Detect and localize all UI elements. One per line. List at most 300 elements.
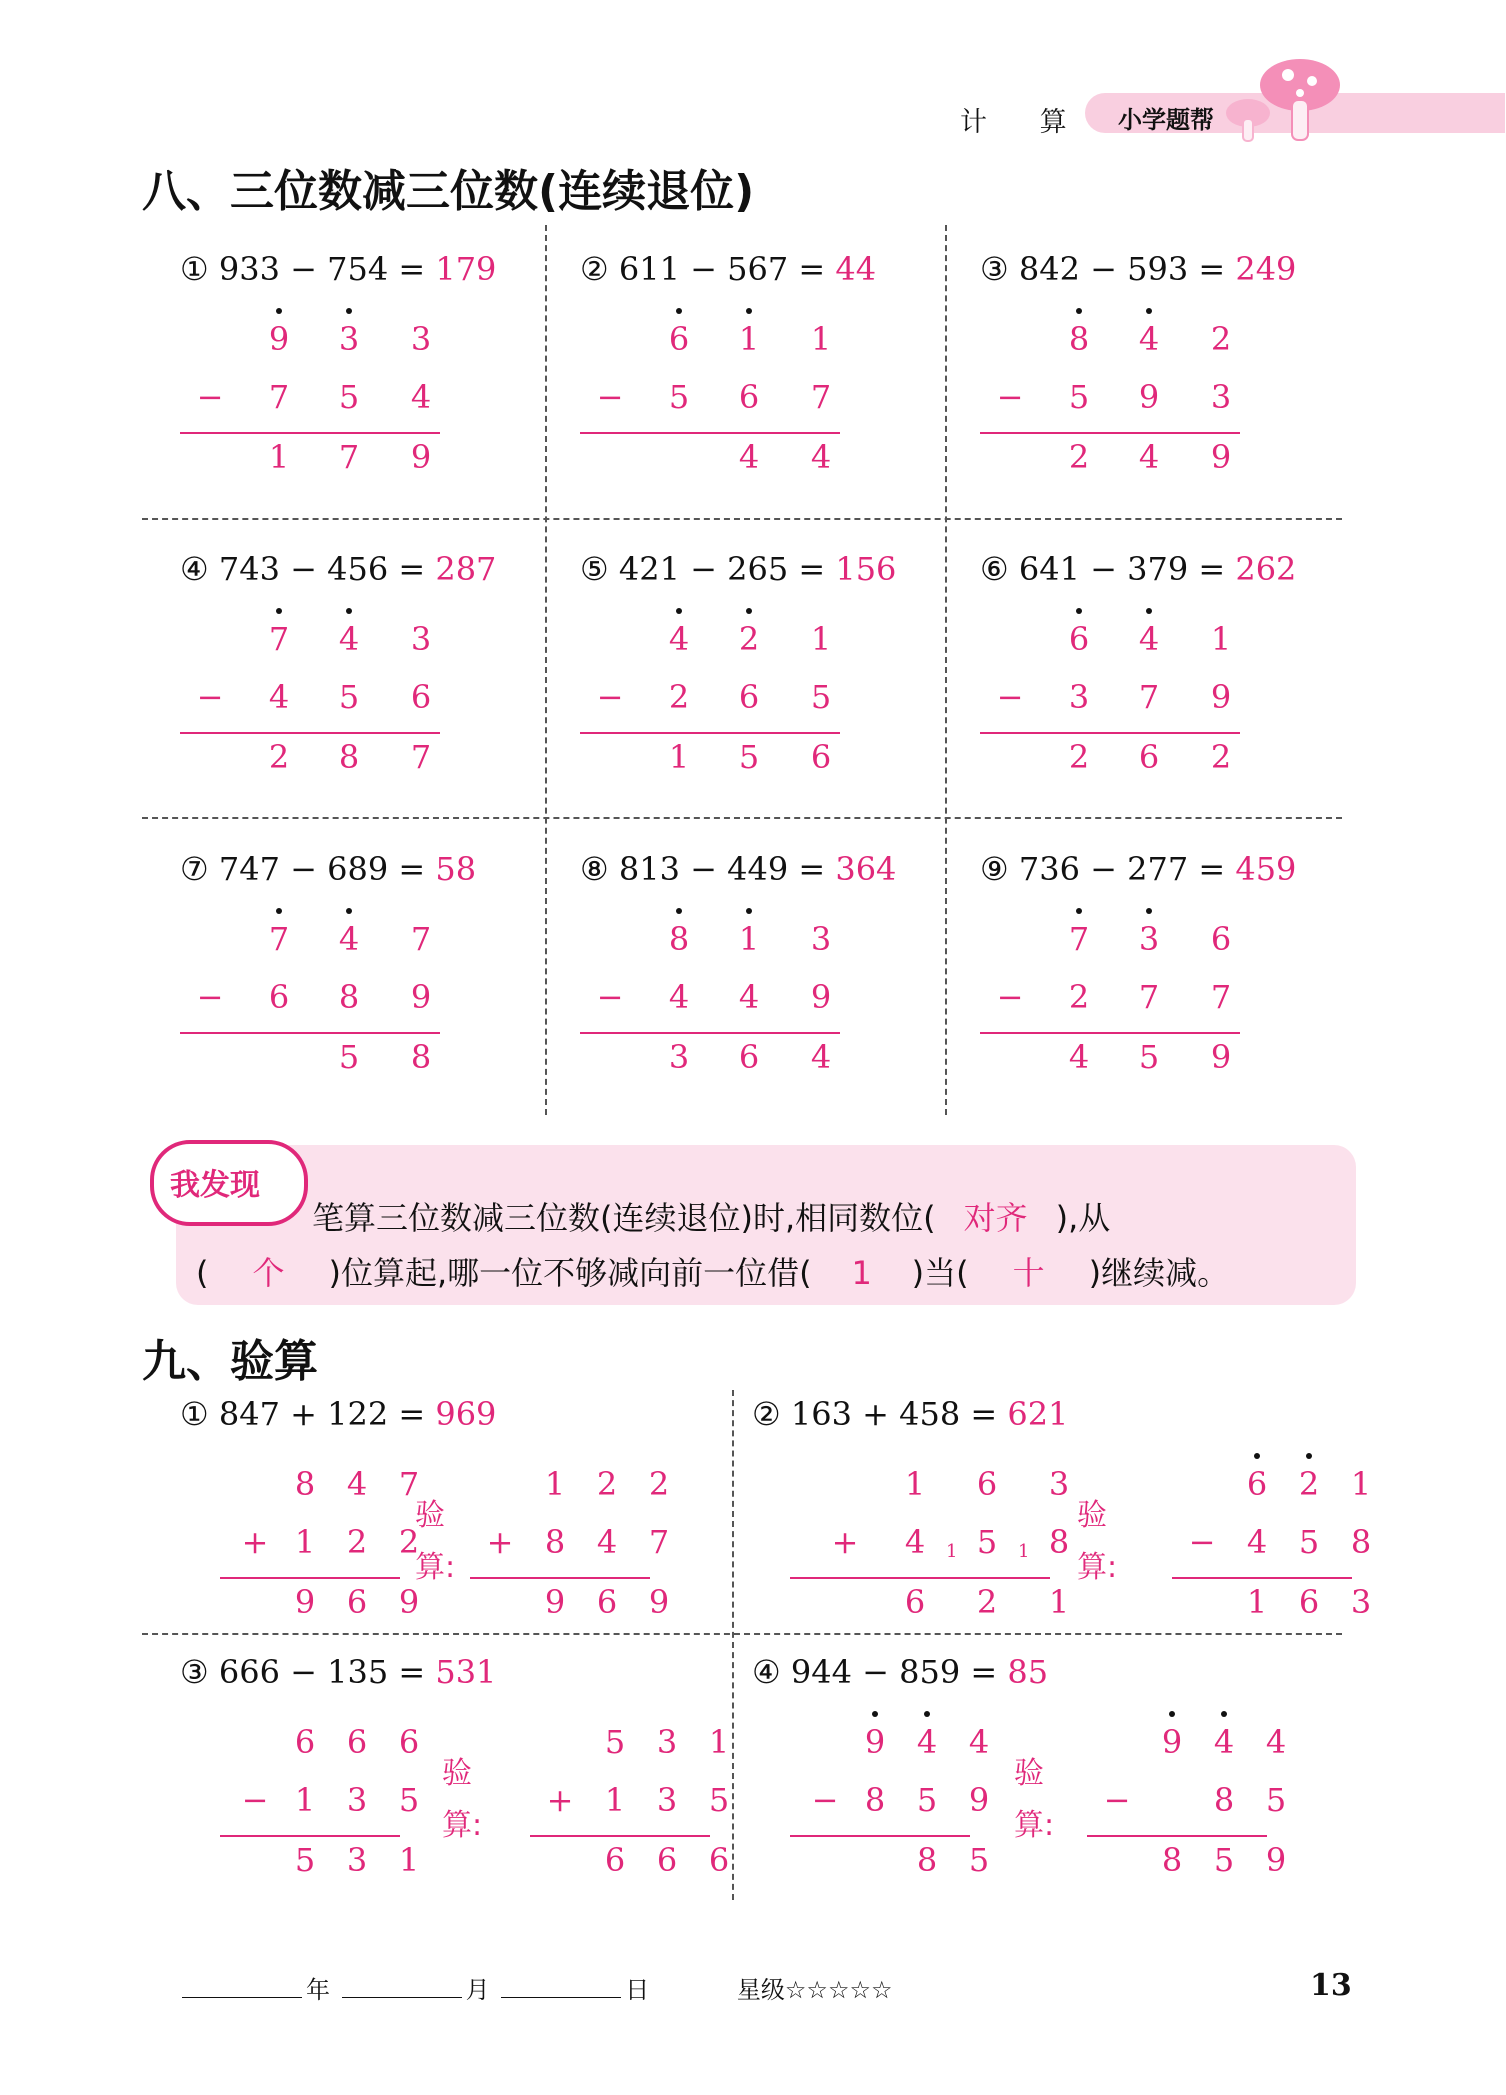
digit: 9: [968, 1781, 990, 1819]
year-blank[interactable]: [182, 1997, 302, 1998]
borrow-dot: [1146, 608, 1152, 614]
carry-mark: 1: [946, 1541, 958, 1562]
digit: 4: [810, 438, 832, 476]
digit: 6: [976, 1465, 998, 1503]
check-label-colon: :: [1044, 1808, 1055, 1843]
digit: 4: [1134, 620, 1164, 658]
minuend-row: [1087, 1723, 1347, 1765]
digit: 7: [810, 378, 832, 416]
equation-text: ③ 842 − 593 =: [980, 250, 1236, 288]
digit: 5: [1213, 1841, 1235, 1879]
check-label-char: 验: [442, 1756, 472, 1791]
digit: 5: [604, 1723, 626, 1761]
digit: 3: [656, 1723, 678, 1761]
month-label: 月: [465, 1976, 490, 2004]
section9-title: 九、验算: [142, 1336, 318, 1387]
vertical-calc: [180, 320, 460, 540]
discovery-badge-label: 我发现: [170, 1168, 260, 1203]
digit: 4: [738, 978, 760, 1016]
equation: [580, 250, 876, 288]
equation-answer: 969: [435, 1395, 497, 1433]
digit: 2: [734, 620, 764, 658]
digit: 5: [1138, 1038, 1160, 1076]
minuend-row: [180, 920, 440, 962]
digit: 2: [1068, 738, 1090, 776]
borrow-dot: [346, 608, 352, 614]
star-rating[interactable]: 星级☆☆☆☆☆: [736, 1976, 893, 2004]
operator: −: [196, 678, 224, 716]
digit: 3: [346, 1841, 368, 1879]
subtrahend-row: [580, 678, 840, 720]
digit: 9: [410, 438, 432, 476]
vertical-calc: [470, 1465, 750, 1685]
digit: 9: [1210, 1038, 1232, 1076]
minuend-row: [790, 1723, 1050, 1765]
borrow-dot: [924, 1711, 930, 1717]
digit: 9: [294, 1583, 316, 1621]
equation: [180, 1653, 496, 1691]
digit: 7: [410, 738, 432, 776]
result-row: [790, 1583, 1070, 1625]
day-blank[interactable]: [501, 1997, 621, 1998]
digit: 6: [810, 738, 832, 776]
digit: 2: [1210, 320, 1232, 358]
sum-line: [220, 1577, 400, 1579]
digit: 3: [1350, 1583, 1372, 1621]
digit: 1: [544, 1465, 566, 1503]
result-row: [980, 438, 1240, 480]
digit: 4: [1068, 1038, 1090, 1076]
result-row: [580, 1038, 840, 1080]
discovery-line-1: [312, 1193, 1110, 1239]
digit: 5: [338, 678, 360, 716]
digit: 4: [668, 978, 690, 1016]
operator: −: [596, 678, 624, 716]
equation: [180, 250, 496, 288]
borrow-dot: [1076, 308, 1082, 314]
subtrahend-row: [220, 1781, 480, 1823]
sum-line: [580, 1032, 840, 1034]
digit: 6: [664, 320, 694, 358]
equation-text: ② 611 − 567 =: [580, 250, 836, 288]
subtrahend-row: [580, 978, 840, 1020]
check-label-colon: :: [472, 1808, 483, 1843]
digit: 6: [346, 1583, 368, 1621]
digit: 9: [410, 978, 432, 1016]
digit: 4: [1265, 1723, 1287, 1761]
digit: 7: [268, 378, 290, 416]
equation: [580, 850, 896, 888]
digit: 4: [810, 1038, 832, 1076]
vertical-calc: [1087, 1723, 1367, 1943]
digit: 6: [1298, 1583, 1320, 1621]
digit: 8: [410, 1038, 432, 1076]
sum-line: [180, 732, 440, 734]
equation-text: ⑦ 747 − 689 =: [180, 850, 436, 888]
digit: 2: [1210, 738, 1232, 776]
grid-divider-vertical: [945, 225, 947, 1115]
digit: 4: [904, 1523, 926, 1561]
digit: 4: [1209, 1723, 1239, 1761]
vertical-calc: [530, 1723, 810, 1943]
equation: [580, 550, 896, 588]
sum-line: [1087, 1835, 1267, 1837]
borrow-dot: [1076, 908, 1082, 914]
check-label-char: 算: [442, 1808, 472, 1843]
digit: 5: [338, 378, 360, 416]
digit: 8: [916, 1841, 938, 1879]
digit: 1: [1350, 1465, 1372, 1503]
equation-text: ① 933 − 754 =: [180, 250, 436, 288]
digit: 3: [810, 920, 832, 958]
discovery-text: )当(: [911, 1254, 969, 1292]
digit: 6: [604, 1841, 626, 1879]
carry-mark: 1: [1018, 1541, 1030, 1562]
digit: 2: [1068, 978, 1090, 1016]
equation-answer: 459: [1235, 850, 1297, 888]
digit: 4: [268, 678, 290, 716]
digit: 9: [1138, 378, 1160, 416]
equation-answer: 531: [435, 1653, 497, 1691]
borrow-dot: [276, 308, 282, 314]
sum-line: [790, 1577, 1050, 1579]
digit: 5: [1265, 1781, 1287, 1819]
digit: 9: [1210, 438, 1232, 476]
minuend-row: [180, 620, 440, 662]
equation-text: ① 847 + 122 =: [180, 1395, 436, 1433]
subtrahend-row: [980, 378, 1240, 420]
equation-answer: 262: [1235, 550, 1297, 588]
sum-line: [980, 1032, 1240, 1034]
digit: 6: [738, 378, 760, 416]
sum-line: [980, 432, 1240, 434]
equation-answer: 621: [1007, 1395, 1069, 1433]
digit: 1: [1048, 1583, 1070, 1621]
sum-line: [220, 1835, 400, 1837]
digit: 7: [1064, 920, 1094, 958]
digit: 1: [810, 320, 832, 358]
digit: 3: [1134, 920, 1164, 958]
equation-answer: 44: [835, 250, 877, 288]
digit: 5: [916, 1781, 938, 1819]
digit: 7: [648, 1523, 670, 1561]
result-row: [580, 438, 840, 480]
digit: 1: [1210, 620, 1232, 658]
digit: 8: [338, 978, 360, 1016]
minuend-row: [580, 920, 840, 962]
digit: 3: [656, 1781, 678, 1819]
equation: [180, 550, 496, 588]
digit: 5: [668, 378, 690, 416]
digit: 9: [810, 978, 832, 1016]
digit: 6: [1210, 920, 1232, 958]
digit: 6: [708, 1841, 730, 1879]
subtrahend-row: [180, 378, 440, 420]
vertical-calc: [1172, 1465, 1452, 1685]
operator: +: [486, 1523, 514, 1561]
digit: 9: [1210, 678, 1232, 716]
equation-text: ⑤ 421 − 265 =: [580, 550, 836, 588]
digit: 9: [544, 1583, 566, 1621]
equation-answer: 364: [835, 850, 897, 888]
check-label-char: 验: [1014, 1756, 1044, 1791]
minuend-row: [980, 320, 1240, 362]
operator: +: [241, 1523, 269, 1561]
result-row: [580, 738, 840, 780]
vertical-calc: [580, 920, 860, 1140]
vertical-calc: [980, 320, 1260, 540]
equation: [752, 1653, 1048, 1691]
digit: 4: [738, 438, 760, 476]
header-subject: 计 算: [960, 107, 1089, 138]
digit: 4: [1134, 320, 1164, 358]
subtrahend-row: [470, 1523, 730, 1565]
digit: 8: [1161, 1841, 1183, 1879]
sum-line: [580, 732, 840, 734]
answer-blank: 个: [252, 1254, 285, 1292]
result-row: [1087, 1841, 1347, 1883]
digit: 2: [648, 1465, 670, 1503]
day-label: 日: [625, 1976, 650, 2004]
minuend-row: [790, 1465, 1070, 1507]
sum-line: [790, 1835, 970, 1837]
digit: 7: [1138, 978, 1160, 1016]
digit: 1: [1246, 1583, 1268, 1621]
digit: 2: [976, 1583, 998, 1621]
digit: 3: [668, 1038, 690, 1076]
digit: 4: [596, 1523, 618, 1561]
digit: 4: [912, 1723, 942, 1761]
digit: 7: [264, 920, 294, 958]
equation: [980, 250, 1296, 288]
borrow-dot: [746, 308, 752, 314]
answer-blank: 对齐: [963, 1199, 1028, 1237]
equation-answer: 179: [435, 250, 497, 288]
digit: 7: [264, 620, 294, 658]
discovery-text: ),从: [1055, 1199, 1111, 1237]
digit: 8: [338, 738, 360, 776]
minuend-row: [980, 920, 1240, 962]
vertical-calc: [980, 620, 1260, 840]
digit: 4: [346, 1465, 368, 1503]
equation-answer: 287: [435, 550, 497, 588]
equation-text: ④ 743 − 456 =: [180, 550, 436, 588]
month-blank[interactable]: [342, 1997, 462, 1998]
borrow-dot: [1221, 1711, 1227, 1717]
subtrahend-row: [980, 978, 1240, 1020]
digit: 5: [738, 738, 760, 776]
operator: −: [1103, 1781, 1131, 1819]
digit: 6: [738, 1038, 760, 1076]
borrow-dot: [676, 308, 682, 314]
minuend-row: [580, 620, 840, 662]
digit: 9: [398, 1583, 420, 1621]
subtrahend-row: [790, 1781, 1050, 1823]
vertical-calc: [180, 620, 460, 840]
digit: 1: [294, 1781, 316, 1819]
digit: 9: [1265, 1841, 1287, 1879]
digit: 1: [398, 1841, 420, 1879]
discovery-text: )继续减。: [1088, 1254, 1230, 1292]
digit: 5: [294, 1841, 316, 1879]
equation-text: ③ 666 − 135 =: [180, 1653, 436, 1691]
equation-answer: 249: [1235, 250, 1297, 288]
equation-answer: 58: [435, 850, 477, 888]
borrow-dot: [1146, 308, 1152, 314]
equation: [180, 1395, 496, 1433]
digit: 1: [734, 920, 764, 958]
operator: −: [996, 978, 1024, 1016]
result-row: [980, 1038, 1240, 1080]
digit: 2: [398, 1523, 420, 1561]
borrow-dot: [1076, 608, 1082, 614]
vertical-calc: [980, 920, 1260, 1140]
digit: 9: [648, 1583, 670, 1621]
digit: 5: [968, 1841, 990, 1879]
operator: −: [811, 1781, 839, 1819]
equation-answer: 85: [1007, 1653, 1049, 1691]
digit: 5: [1298, 1523, 1320, 1561]
digit: 9: [1157, 1723, 1187, 1761]
digit: 8: [544, 1523, 566, 1561]
digit: 2: [1068, 438, 1090, 476]
borrow-dot: [1306, 1453, 1312, 1459]
equation-answer: 156: [835, 550, 897, 588]
digit: 8: [1350, 1523, 1372, 1561]
digit: 7: [410, 920, 432, 958]
digit: 4: [334, 920, 364, 958]
equation: [180, 850, 476, 888]
digit: 4: [1138, 438, 1160, 476]
digit: 5: [976, 1523, 998, 1561]
operator: −: [596, 378, 624, 416]
check-label-char: 算: [415, 1550, 445, 1585]
digit: 2: [668, 678, 690, 716]
digit: 7: [398, 1465, 420, 1503]
sum-line: [980, 732, 1240, 734]
borrow-dot: [676, 608, 682, 614]
vertical-calc: [180, 920, 460, 1140]
check-label-colon: :: [445, 1550, 456, 1585]
footer-date-line: [178, 1970, 893, 2005]
grid-divider-vertical: [545, 225, 547, 1115]
equation-text: ④ 944 − 859 =: [752, 1653, 1008, 1691]
result-row: [180, 738, 440, 780]
borrow-dot: [276, 608, 282, 614]
sum-line: [530, 1835, 710, 1837]
digit: 6: [410, 678, 432, 716]
subtrahend-row: [530, 1781, 790, 1823]
result-row: [470, 1583, 730, 1625]
subtrahend-row: [580, 378, 840, 420]
digit: 8: [1048, 1523, 1070, 1561]
result-row: [180, 1038, 440, 1080]
operator: −: [996, 678, 1024, 716]
check-label-char: 算: [1014, 1808, 1044, 1843]
digit: 6: [398, 1723, 420, 1761]
equation-text: ⑨ 736 − 277 =: [980, 850, 1236, 888]
answer-blank: 十: [1012, 1254, 1045, 1292]
digit: 2: [1294, 1465, 1324, 1503]
digit: 1: [734, 320, 764, 358]
digit: 8: [864, 1781, 886, 1819]
check-label-char: 验: [1077, 1498, 1107, 1533]
discovery-text: (: [196, 1254, 209, 1292]
check-label-char: 验: [415, 1498, 445, 1533]
digit: 6: [346, 1723, 368, 1761]
digit: 2: [596, 1465, 618, 1503]
sum-line: [1172, 1577, 1352, 1579]
subtrahend-row: [1087, 1781, 1347, 1823]
operator: −: [1188, 1523, 1216, 1561]
year-label: 年: [306, 1976, 330, 2004]
check-label-char: 算: [1077, 1550, 1107, 1585]
digit: 3: [410, 320, 432, 358]
borrow-dot: [872, 1711, 878, 1717]
digit: 6: [1064, 620, 1094, 658]
borrow-dot: [1254, 1453, 1260, 1459]
digit: 4: [410, 378, 432, 416]
vertical-calc: [580, 620, 860, 840]
sum-line: [180, 1032, 440, 1034]
operator: −: [596, 978, 624, 1016]
result-row: [790, 1841, 1050, 1883]
digit: 6: [738, 678, 760, 716]
digit: 1: [294, 1523, 316, 1561]
minuend-row: [580, 320, 840, 362]
header-brand: 小学题帮: [1118, 106, 1214, 134]
digit: 5: [1068, 378, 1090, 416]
result-row: [530, 1841, 790, 1883]
digit: 3: [1048, 1465, 1070, 1503]
minuend-row: [530, 1723, 790, 1765]
borrow-dot: [746, 908, 752, 914]
digit: 5: [708, 1781, 730, 1819]
digit: 5: [338, 1038, 360, 1076]
digit: 4: [334, 620, 364, 658]
digit: 6: [1138, 738, 1160, 776]
sum-line: [470, 1577, 650, 1579]
operator: +: [831, 1523, 859, 1561]
result-row: [1172, 1583, 1432, 1625]
digit: 6: [596, 1583, 618, 1621]
digit: 7: [338, 438, 360, 476]
minuend-row: [180, 320, 440, 362]
equation: [980, 850, 1296, 888]
digit: 9: [860, 1723, 890, 1761]
minuend-row: [470, 1465, 730, 1507]
digit: 8: [294, 1465, 316, 1503]
digit: 6: [656, 1841, 678, 1879]
check-label-colon: :: [1107, 1550, 1118, 1585]
equation: [752, 1395, 1068, 1433]
borrow-dot: [346, 908, 352, 914]
vertical-calc: [580, 320, 860, 540]
vertical-calc: [790, 1465, 1070, 1685]
digit: 4: [1246, 1523, 1268, 1561]
borrow-dot: [676, 908, 682, 914]
digit: 6: [268, 978, 290, 1016]
digit: 4: [664, 620, 694, 658]
digit: 5: [398, 1781, 420, 1819]
digit: 7: [1138, 678, 1160, 716]
digit: 3: [1068, 678, 1090, 716]
minuend-row: [220, 1723, 480, 1765]
digit: 1: [810, 620, 832, 658]
digit: 1: [604, 1781, 626, 1819]
digit: 3: [1210, 378, 1232, 416]
digit: 8: [664, 920, 694, 958]
